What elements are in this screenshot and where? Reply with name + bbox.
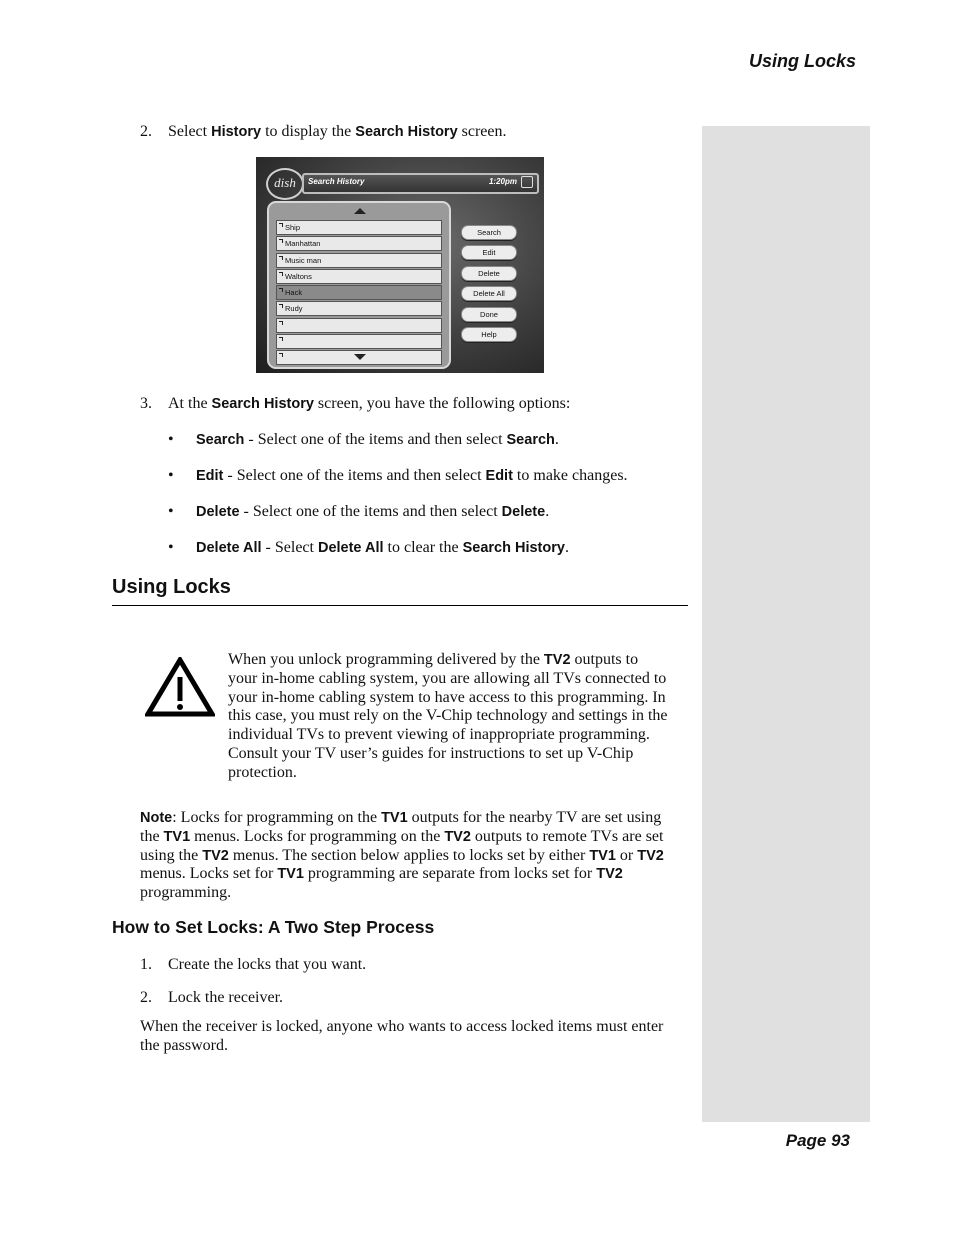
history-item[interactable]: Manhattan: [276, 236, 442, 251]
lock-step-1: 1. Create the locks that you want.: [140, 956, 367, 973]
section-heading: Using Locks: [112, 576, 231, 598]
screen-button-edit[interactable]: Edit: [461, 245, 517, 260]
running-header: Using Locks: [748, 51, 856, 71]
history-item[interactable]: Rudy: [276, 301, 442, 316]
closing-paragraph: When the receiver is locked, anyone who wants to access locked items must enter the password.: [140, 1018, 664, 1054]
screen-title-bar: [302, 173, 539, 194]
bullet-search: • Search - Select one of the items and then select Search.: [168, 431, 559, 448]
history-list-panel: [267, 201, 451, 369]
history-item[interactable]: [276, 334, 442, 349]
bullet-delete: • Delete - Select one of the items and then select Delete.: [168, 503, 550, 520]
history-item[interactable]: Ship: [276, 220, 442, 235]
step-3: 3. At the Search History screen, you have the following options:: [140, 395, 571, 412]
warning-icon: [145, 657, 215, 717]
history-item[interactable]: Hack: [276, 285, 442, 300]
margin-sidebar: [702, 126, 870, 1122]
scroll-up-icon[interactable]: [354, 208, 366, 214]
screen-button-help[interactable]: Help: [461, 327, 517, 342]
screen-button-delete[interactable]: Delete: [461, 266, 517, 281]
subsection-heading: How to Set Locks: A Two Step Process: [112, 917, 435, 937]
tv-icon: [521, 176, 533, 188]
page-number: Page 93: [785, 1131, 850, 1150]
screen-button-done[interactable]: Done: [461, 307, 517, 322]
scroll-down-icon[interactable]: [354, 354, 366, 360]
section-rule: [112, 605, 688, 606]
screen-button-delete-all[interactable]: Delete All: [461, 286, 517, 301]
step-2: 2. Select History to display the Search History screen.: [140, 123, 507, 140]
bullet-edit: • Edit - Select one of the items and then select Edit to make changes.: [168, 467, 628, 484]
history-list: [276, 220, 442, 367]
lock-step-2: 2. Lock the receiver.: [140, 989, 284, 1006]
bullet-delete-all: • Delete All - Select Delete All to clear the Search History.: [168, 539, 569, 556]
note-paragraph: Note: Locks for programming on the TV1 outputs for the nearby TV are set using the TV1 menus. Locks for programming on the TV2 outputs to remote TVs are set using the TV2 menus. The section below applies to locks set by either TV1 or TV2 menus. Locks set for TV1 programming are separate from locks set for TV2 programming.: [140, 809, 664, 902]
warning-text: When you unlock programming delivered by the TV2 outputs to your in-home cabling system, you are allowing all TVs connected to your in-home cabling system to have access to this programming. In this case, you must rely on the V-Chip technology and settings in the individual TVs to prevent viewing of inappropriate programming. Consult your TV user’s guides for instructions to set up V-Chip protection.: [228, 651, 668, 781]
history-item[interactable]: Music man: [276, 253, 442, 268]
search-history-screenshot: [256, 157, 544, 373]
dish-logo: dish: [266, 168, 304, 200]
history-item[interactable]: [276, 318, 442, 333]
screen-button-search[interactable]: Search: [461, 225, 517, 240]
screen-title: Search History: [308, 177, 365, 186]
screen-time: 1:20pm: [488, 177, 517, 186]
history-item[interactable]: Waltons: [276, 269, 442, 284]
